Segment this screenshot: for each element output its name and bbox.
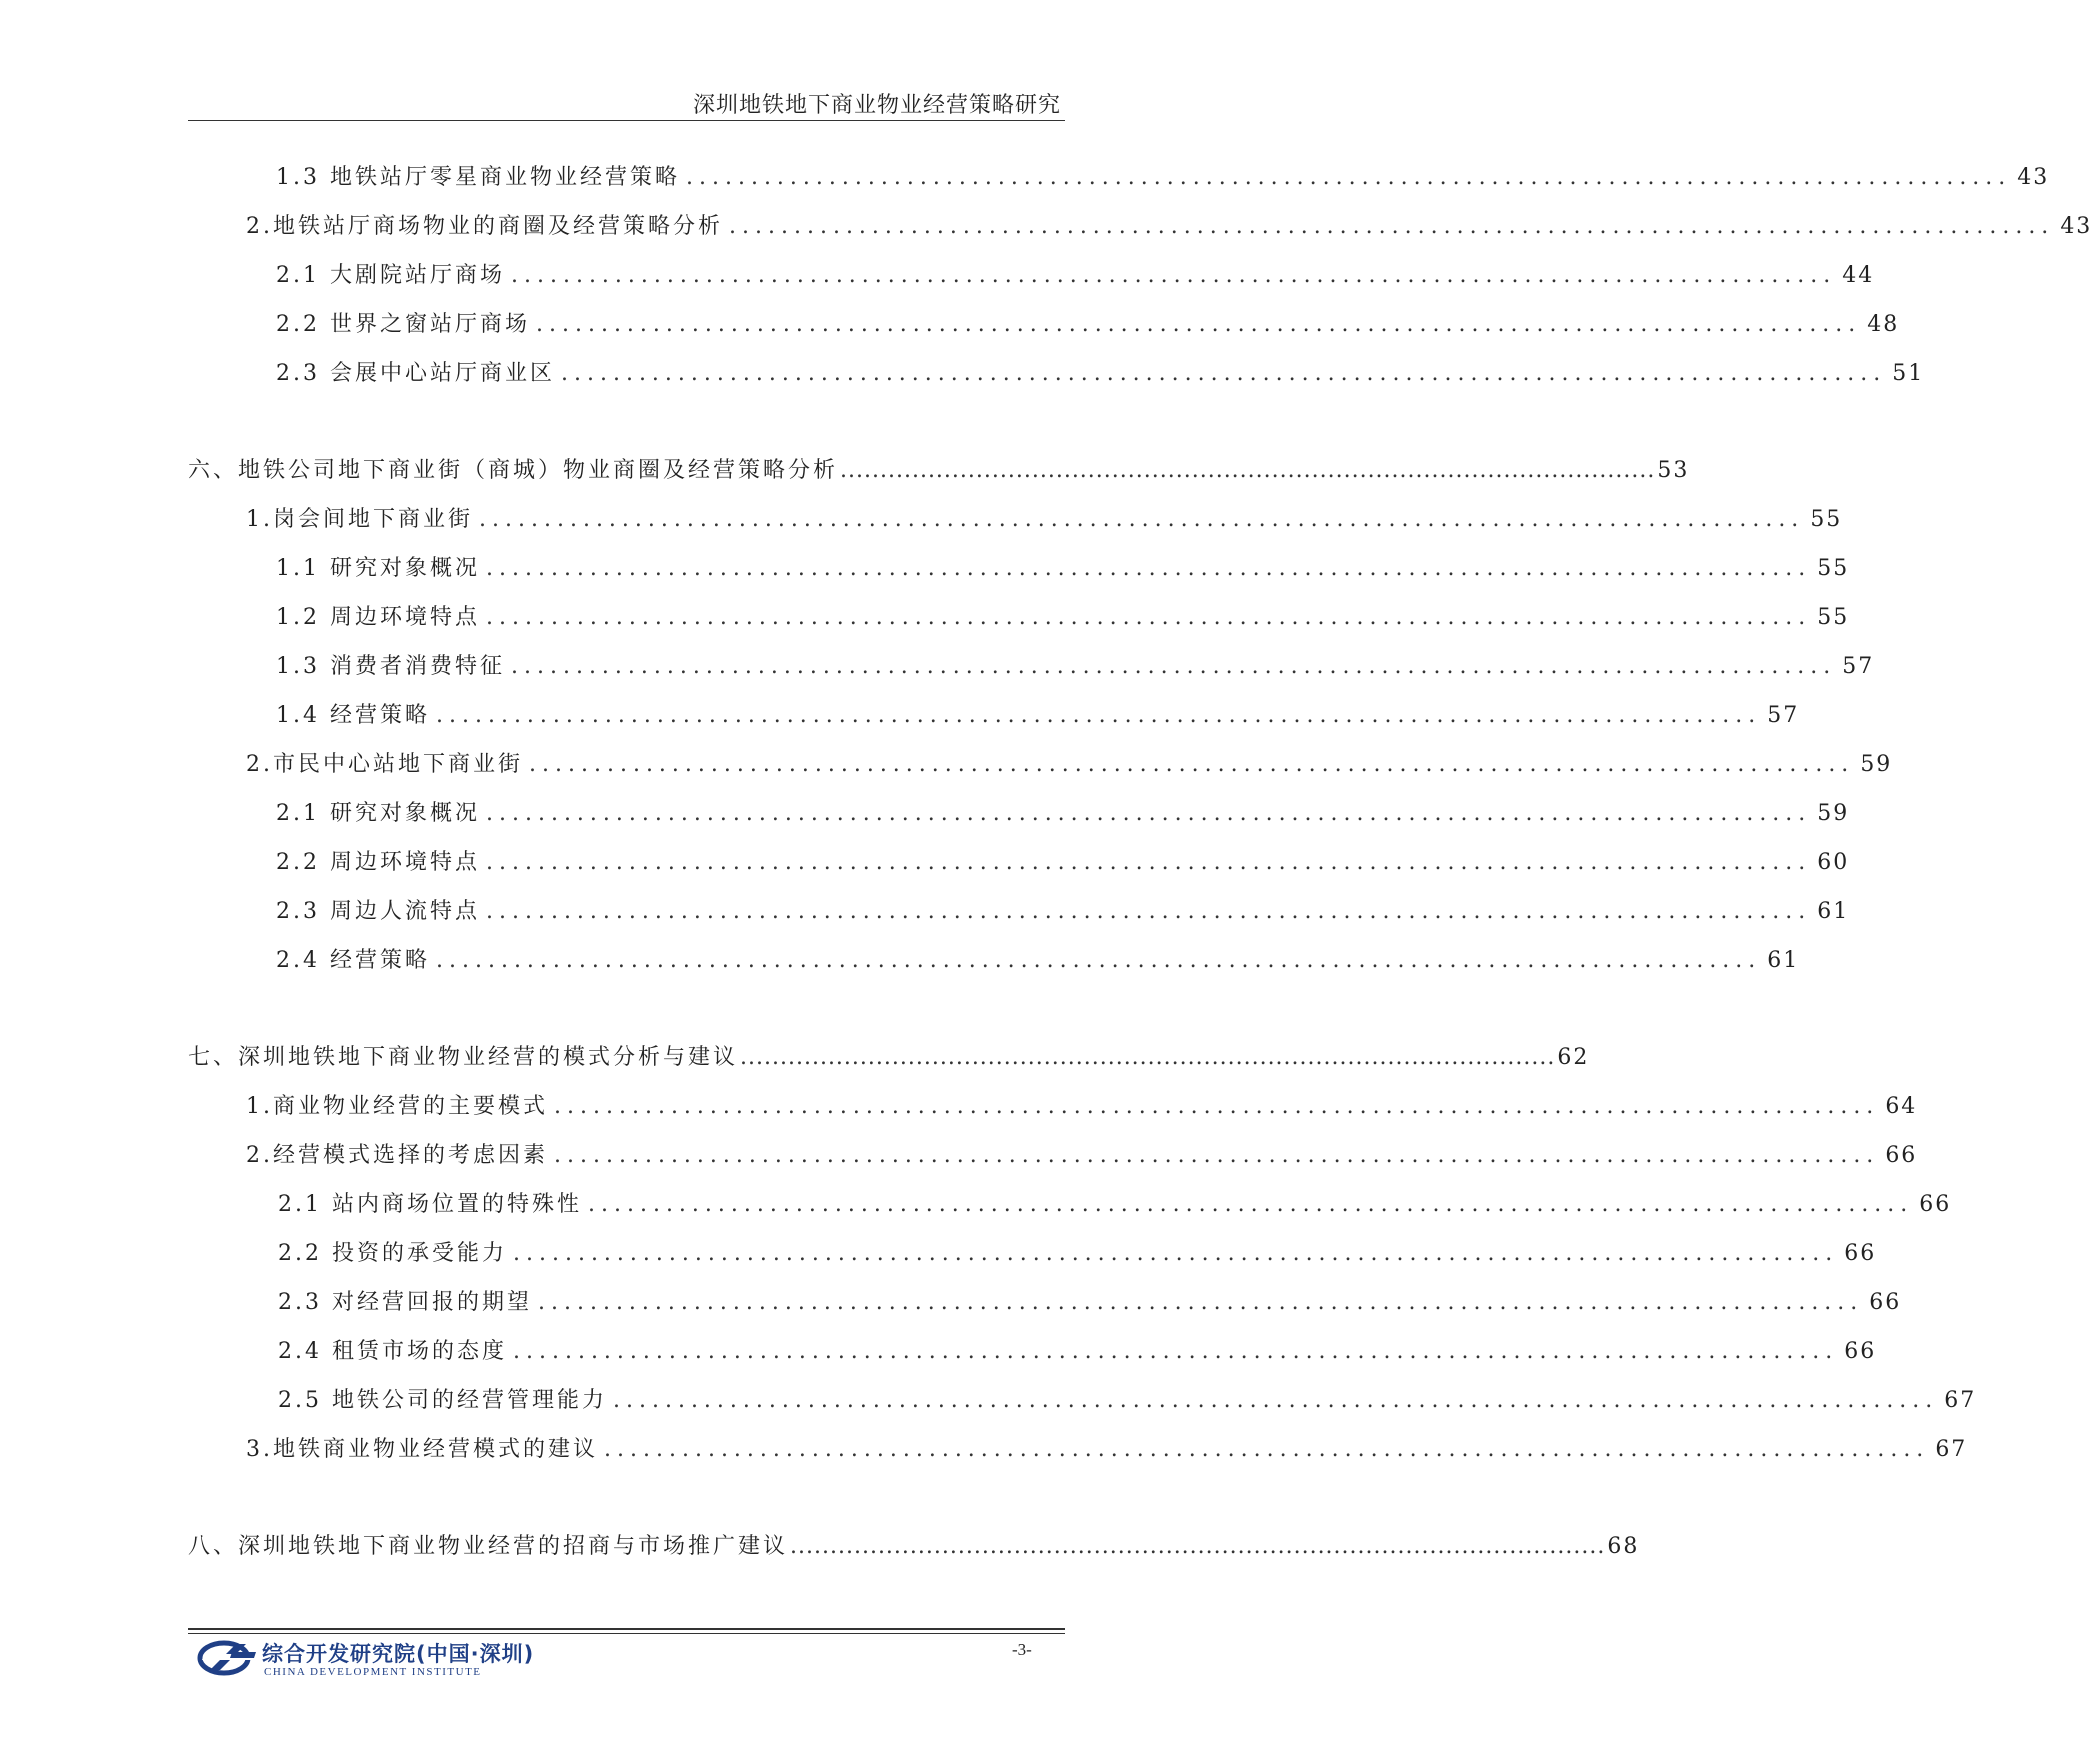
toc-entry-page: 59 xyxy=(1817,801,1850,826)
toc-entry-label: 2.3 周边人流特点 xyxy=(276,899,480,924)
toc-entry-page: 61 xyxy=(1817,899,1850,924)
toc-entry[interactable] xyxy=(276,943,1800,974)
toc-entry[interactable] xyxy=(278,1187,1952,1218)
toc-entry[interactable] xyxy=(276,356,1925,387)
toc-dot-leader: ...................................................................................................... xyxy=(510,654,1837,679)
toc-entry-page: 57 xyxy=(1842,654,1875,679)
toc-entry-label: 2.1 研究对象概况 xyxy=(276,801,480,826)
toc-dot-leader: ...................................................................................................... xyxy=(510,263,1837,288)
toc-entry-label: 2.2 周边环境特点 xyxy=(276,850,480,875)
toc-dot-leader: ...................................................................................................... xyxy=(512,1241,1839,1266)
footer-rule xyxy=(188,1628,1065,1630)
toc-entry-page: 43 xyxy=(2017,165,2050,190)
toc-entry[interactable] xyxy=(246,1138,1918,1169)
toc-dot-leader: ...................................................................................................... xyxy=(485,801,1812,826)
toc-dot-leader: ...................................................................................................... xyxy=(587,1192,1914,1217)
toc-entry-page: 60 xyxy=(1817,850,1850,875)
toc-entry-page: 66 xyxy=(1844,1339,1877,1364)
toc-entry-label: 2.4 租赁市场的态度 xyxy=(278,1339,507,1364)
toc-entry-label: 1.3 地铁站厅零星商业物业经营策略 xyxy=(276,165,680,190)
toc-entry-label: 2.5 地铁公司的经营管理能力 xyxy=(278,1388,607,1413)
toc-section-entry[interactable] xyxy=(188,1529,1640,1560)
toc-dot-leader: ...................................................................................................... xyxy=(560,361,1887,386)
toc-entry-page: 64 xyxy=(1885,1094,1918,1119)
toc-entry-label: 七、深圳地铁地下商业物业经营的模式分析与建议 xyxy=(188,1045,739,1070)
toc-entry[interactable] xyxy=(246,1432,1968,1463)
toc-entry-page: 67 xyxy=(1944,1388,1977,1413)
toc-entry-label: 1.1 研究对象概况 xyxy=(276,556,480,581)
toc-entry[interactable] xyxy=(278,1236,1877,1267)
toc-entry-page: 51 xyxy=(1892,361,1925,386)
toc-dot-leader: ...................................................................................................... xyxy=(479,507,1805,532)
page-number: -3- xyxy=(1012,1640,1032,1659)
toc-dot-leader: ...................................................................................................... xyxy=(554,1143,1880,1168)
toc-entry-label: 2.2 投资的承受能力 xyxy=(278,1241,507,1266)
toc-entry[interactable] xyxy=(276,698,1800,729)
toc-entry-label: 2.市民中心站地下商业街 xyxy=(246,752,523,777)
toc-entry-label: 2.1 大剧院站厅商场 xyxy=(276,263,505,288)
toc-dot-leader: ...................................................................................................... xyxy=(512,1339,1839,1364)
toc-entry[interactable] xyxy=(276,160,2050,191)
toc-entry-page: 55 xyxy=(1817,556,1850,581)
toc-entry-label: 2.2 世界之窗站厅商场 xyxy=(276,312,530,337)
toc-dot-leader: ...................................................................................................... xyxy=(529,752,1855,777)
toc-entry[interactable] xyxy=(278,1285,1902,1316)
toc-entry[interactable] xyxy=(276,600,1850,631)
toc-entry[interactable] xyxy=(276,845,1850,876)
toc-entry[interactable] xyxy=(246,1089,1918,1120)
toc-entry-label: 1.4 经营策略 xyxy=(276,703,430,728)
toc-dot-leader: ...................................................................................................... xyxy=(485,605,1812,630)
toc-entry-page: 48 xyxy=(1867,312,1900,337)
toc-entry-label: 1.2 周边环境特点 xyxy=(276,605,480,630)
toc-dot-leader: ...................................................................................................... xyxy=(554,1094,1880,1119)
toc-section-entry[interactable] xyxy=(188,453,1690,484)
toc-dot-leader: ...................................................................................................... xyxy=(535,312,1862,337)
toc-dot-leader: ...................................................................................................... xyxy=(435,948,1762,973)
toc-entry-label: 八、深圳地铁地下商业物业经营的招商与市场推广建议 xyxy=(188,1534,789,1559)
toc-entry-page: 57 xyxy=(1767,703,1800,728)
toc-entry-page: 44 xyxy=(1842,263,1875,288)
toc-dot-leader: ...................................................................................................... xyxy=(685,165,2012,190)
toc-entry-label: 1.3 消费者消费特征 xyxy=(276,654,505,679)
header-rule xyxy=(188,120,1065,121)
footer-rule xyxy=(188,1633,1065,1634)
toc-entry-page: 66 xyxy=(1885,1143,1918,1168)
toc-entry-page: 59 xyxy=(1860,752,1893,777)
toc-entry-label: 2.经营模式选择的考虑因素 xyxy=(246,1143,548,1168)
toc-entry-page: 53 xyxy=(1657,458,1690,483)
toc-entry[interactable] xyxy=(276,258,1875,289)
toc-entry-label: 1.商业物业经营的主要模式 xyxy=(246,1094,548,1119)
toc-dot-leader: ...................................................................................................... xyxy=(435,703,1762,728)
toc-entry[interactable] xyxy=(276,649,1875,680)
toc-dot-leader: ...................................................................................................... xyxy=(729,214,2055,239)
toc-entry-page: 67 xyxy=(1935,1437,1968,1462)
toc-dot-leader: ...................................................................................................... xyxy=(537,1290,1864,1315)
toc-dot-leader: ...................................................................................................... xyxy=(604,1437,1930,1462)
running-header-title: 深圳地铁地下商业物业经营策略研究 xyxy=(692,93,1061,118)
toc-dot-leader: ...................................................................................................... xyxy=(740,1045,1556,1070)
toc-entry-label: 2.3 对经营回报的期望 xyxy=(278,1290,532,1315)
toc-entry-page: 66 xyxy=(1869,1290,1902,1315)
toc-entry-label: 六、地铁公司地下商业街（商城）物业商圈及经营策略分析 xyxy=(188,458,839,483)
institute-name-cn: 综合开发研究院(中国·深圳) xyxy=(262,1642,535,1666)
toc-entry[interactable] xyxy=(246,502,1843,533)
toc-entry-page: 61 xyxy=(1767,948,1800,973)
institute-logo-icon xyxy=(196,1640,258,1676)
toc-dot-leader: ...................................................................................................... xyxy=(485,556,1812,581)
toc-entry-page: 55 xyxy=(1810,507,1843,532)
toc-entry[interactable] xyxy=(246,209,2092,240)
toc-entry-label: 3.地铁商业物业经营模式的建议 xyxy=(246,1437,598,1462)
institute-name-en: CHINA DEVELOPMENT INSTITUTE xyxy=(264,1666,482,1678)
toc-entry[interactable] xyxy=(276,307,1900,338)
toc-entry-page: 68 xyxy=(1607,1534,1640,1559)
toc-entry-label: 2.3 会展中心站厅商业区 xyxy=(276,361,555,386)
toc-dot-leader: ...................................................................................................... xyxy=(612,1388,1939,1413)
toc-dot-leader: ...................................................................................................... xyxy=(840,458,1656,483)
toc-dot-leader: ...................................................................................................... xyxy=(790,1534,1606,1559)
toc-entry-page: 55 xyxy=(1817,605,1850,630)
toc-dot-leader: ...................................................................................................... xyxy=(485,850,1812,875)
toc-entry-label: 2.地铁站厅商场物业的商圈及经营策略分析 xyxy=(246,214,723,239)
toc-entry-label: 2.4 经营策略 xyxy=(276,948,430,973)
toc-entry-page: 62 xyxy=(1557,1045,1590,1070)
toc-entry-page: 66 xyxy=(1844,1241,1877,1266)
toc-entry[interactable] xyxy=(278,1334,1877,1365)
toc-section-entry[interactable] xyxy=(188,1040,1590,1071)
toc-entry[interactable] xyxy=(276,551,1850,582)
toc-entry[interactable] xyxy=(276,894,1850,925)
toc-entry-page: 66 xyxy=(1919,1192,1952,1217)
toc-entry-label: 1.岗会间地下商业街 xyxy=(246,507,473,532)
toc-entry[interactable] xyxy=(246,747,1893,778)
toc-dot-leader: ...................................................................................................... xyxy=(485,899,1812,924)
toc-entry-page: 43 xyxy=(2060,214,2092,239)
toc-entry[interactable] xyxy=(278,1383,1977,1414)
toc-entry-label: 2.1 站内商场位置的特殊性 xyxy=(278,1192,582,1217)
toc-entry[interactable] xyxy=(276,796,1850,827)
